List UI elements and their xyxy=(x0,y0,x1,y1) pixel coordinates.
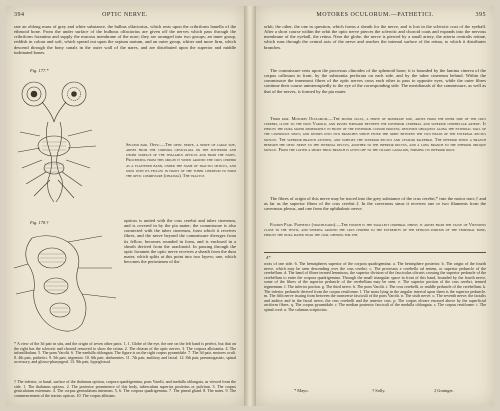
right-p4-text: The fibres of origin of this nerve may be traced into the grey substance of the crus cerebri,* into the motor tract,† and as far as the superior fibres of the crus cerebri.‡ In the cavernous sinus it receives one or two filaments from the cavernous plexus, and one from the ophthalmic nerve. xyxy=(264,196,486,212)
fig-177-label: Fig. 177.* xyxy=(30,68,49,73)
left-page xyxy=(6,6,244,406)
right-page xyxy=(256,6,494,406)
left-head-title: OPTIC NERVE. xyxy=(102,12,148,18)
fig-178-illustration xyxy=(12,228,122,338)
footnote-grainger: ‡ Grainger. xyxy=(434,388,454,393)
third-pair-text: Third pair. Motores Oculorum.—The motor oculi, a nerve of moderate size, arises from the inner side of the crus cerebri, close to the pons Varolii, and passes forward between the posterior cerebral and superior cerebellar artery. It pierces the dura mater immediately in front of the posterior clinoid process; descends obliquely along the external wall of the cavernous sinus; and divides into two branches which enter the orbit between the two heads of the external rectus muscle. The superior branch ascends, and supplies the superior rectus and levator palpebræ. The inferior sends a branch beneath the optic nerve to the internal rectus, another to the inferior rectus, and a long branch to the inferior oblique muscle. From the latter a short thick branch is given off to the ciliary ganglion, forming its inferior root. xyxy=(264,116,486,152)
left-top-paragraph xyxy=(14,24,236,55)
fig-177-illustration xyxy=(12,76,124,204)
fig-178-label: Fig. 178.† xyxy=(30,220,49,225)
figure-ref-mark: 4* xyxy=(266,255,271,260)
optic-mid-paragraph xyxy=(124,218,236,264)
left-page-number: 394 xyxy=(14,12,25,18)
right-head-title: MOTORES OCULORUM.—PATHETICI. xyxy=(316,12,434,18)
left-footnote-2 xyxy=(14,380,236,398)
right-footnotes-text: roots of one side. 6. The hemispheres superior of the corpora quadrigemina. a. The hemisphere posterior. b. The origin of the fourth nerve, which may be seen descending over the crus cerebri. c. The processus e cerebello ad testem, or superior peduncle of the cerebellum. d. The band of fibres termed lemniscus, the superior division of the fasciculus olivaris crossing the superior peduncle of the cerebellum to enter the corpora quadrigemina. Through the small triangular space in front of this band, bounded by the fourth nerve, some of the fibres of the superior peduncle of the cerebellum may be seen. e. The superior portion of the crus cerebri, termed tegmentum. f. The inferior portion. g. The third nerve. h. The pons Varolii. i. The crus cerebelli, or middle peduncle of the cerebellum. k. The inferior peduncle derived from the corpus restiforme. l. The mass lying in the angular interval upon them is the superior peduncle. m. The fifth nerve issuing from between the transverse fasciculi of the pons Varolii. n. The sixth nerve. o. The seventh nerve; the facialis and auditor and in the facial nerve, the crus cerebelli and the anterior crus. p. The corpus olivare encased above by the superficial arciform fibres. q. The corpus pyramidale. r. The median posterior fasciculi of the medulla oblongata. s. The corpus restiforme. t. The spinal cord. u. The calamus scriptorius. xyxy=(264,261,486,312)
right-p2-text: The commissure rests upon the processus clinoides of the sphenoid bone; it is bounded by the lamina cinerea of the corpus callosum in front, by the substantia perforata on each side, and by the tuber cinereum behind. Within the commissure the innermost fibres of the optic nerves cross each other to pass to opposite eyes, while the outer fibres continue their course uninterruptedly to the eye of the corresponding side. The meridionals of the commissure, as well as that of the nerves, is formed by the pia mater. xyxy=(264,68,486,94)
left-footnote-1 xyxy=(14,342,236,365)
third-pair-paragraph xyxy=(264,116,486,152)
optic-mid-text: opticus is united with the crus cerebri and tuber cinereum, and is covered in by the pia mater; the commissure is also connected with the tuber cinereum, from which it receives fibres, and the nerve beyond the commissure diverges from its fellow, becomes rounded in form, and is enclosed in a sheath derived from the arachnoid. In passing through the optic foramen the optic nerve receives a sheath from the dura mater, which splits at this point into two layers; one, which becomes the periosteum of the xyxy=(124,218,236,265)
book-gutter xyxy=(244,6,256,406)
left-running-head xyxy=(14,12,236,22)
left-footnote-2-text: † The inferior, or basal, surface of the thalamus opticus, corpora quadrigemina, pons Varolii, and medulla oblongata, as viewed from the side. 1. The thalamus opticus. 2. The posterior prominence of this body, tuberculum superius posterius or pulvinar. 3. The corpus geniculatum externum. 4. The corpus geniculatum internum. 5, 6. The corpora quadrigemina. 7. The pineal gland. 8. The nates. 9. The commencement of the tractus opticus. 10. The corpus albicans. xyxy=(14,379,236,398)
footnote-mayo: * Mayo. xyxy=(294,388,309,393)
right-page-number: 395 xyxy=(475,12,486,18)
fourth-pair-text: Fourth Pair. Pathetici (trochlearis).—The fourth is the smallest cerebral nerve; it arises from the valve of Vieussens close to the testis, and winding around the crus cerebri to the extremity of the petrous portion of the temporal bone, pierces the dura mater near the oval opening for the xyxy=(264,222,486,238)
footnote-solly: † Solly. xyxy=(372,388,386,393)
second-pair-paragraph xyxy=(126,142,236,178)
right-running-head xyxy=(264,12,486,22)
left-top-text: rate an oblong mass of grey and white substance, the bulbus olfactorius, which rests upon the cribriform lamella of the ethmoid bone. From the under surface of the bulbous olfactorius are given off the nerves which pass through the cribriform foramina and supply the mucous membrane of the nose; they are arranged into two groups; an inner group, reddish in colour and soft, which spread out upon the septum narium, and an outer group, whiter and more firm, which descend through the bony canals in the outer wall of the nares, and are distributed upon the superior and middle turbinated bones. xyxy=(14,24,236,55)
right-paragraph-4 xyxy=(264,196,486,211)
second-pair-text: Second pair. Optic.—The optic nerve, a nerve of large size, arises from the corpora geniculata on the posterior and under surface of the thalamus opticus and from the nates. Proceeding from this origin it winds around the crus cerebri as a flattened band, under the name of tractus opticus, and joins with its fellow in front of the tuber cinereum to form the optic commissure (chiasma). The tractus xyxy=(126,142,236,178)
right-footnote-rule xyxy=(264,252,486,253)
right-footnotes xyxy=(264,262,486,313)
fourth-pair-paragraph xyxy=(264,222,486,237)
right-paragraph-1 xyxy=(264,24,486,50)
right-p1-text: orbit; the other, the one in question, which forms a sheath for the nerve, and is lost in the sclerotic coat of the eyeball. After a short course within the orbit the optic nerve pierces the sclerotic and choroid coats and expands into the nervous membrane of the eyeball, the retina. Near the globe, the nerve is pierced by a small artery, the arteria centralis retinæ, which runs through the central axis of the nerve and reaches the internal surface of the retina, to which it distributes branches. xyxy=(264,24,486,50)
left-footnote-1-text: * A view of the 3d pair in situ, and the origin of seven other pairs. 1, 1. Globe of the eye, the one on the left hand is perfect, but that on the right has the sclerotic and choroid removed to show the retina. 2. The chiasm of the optic nerves. 3. The corpora albicantia. 4. The infundibulum. 5. The pons Varolii. 6. The medulla oblongata. The figure is on the right corpus pyramidale. 7. The 3d pair, motores oculi. 8. 4th pair, pathetici. 9. 5th pair, trigemini. 10. 6th pair, abducentes. 11. 7th pair, auditory and facial. 12. 8th pair, pneumogastric, spinal accessory, and glosso-pharyngeal. 13. 9th pair, hypoglossal. xyxy=(14,341,236,365)
right-paragraph-2 xyxy=(264,68,486,94)
